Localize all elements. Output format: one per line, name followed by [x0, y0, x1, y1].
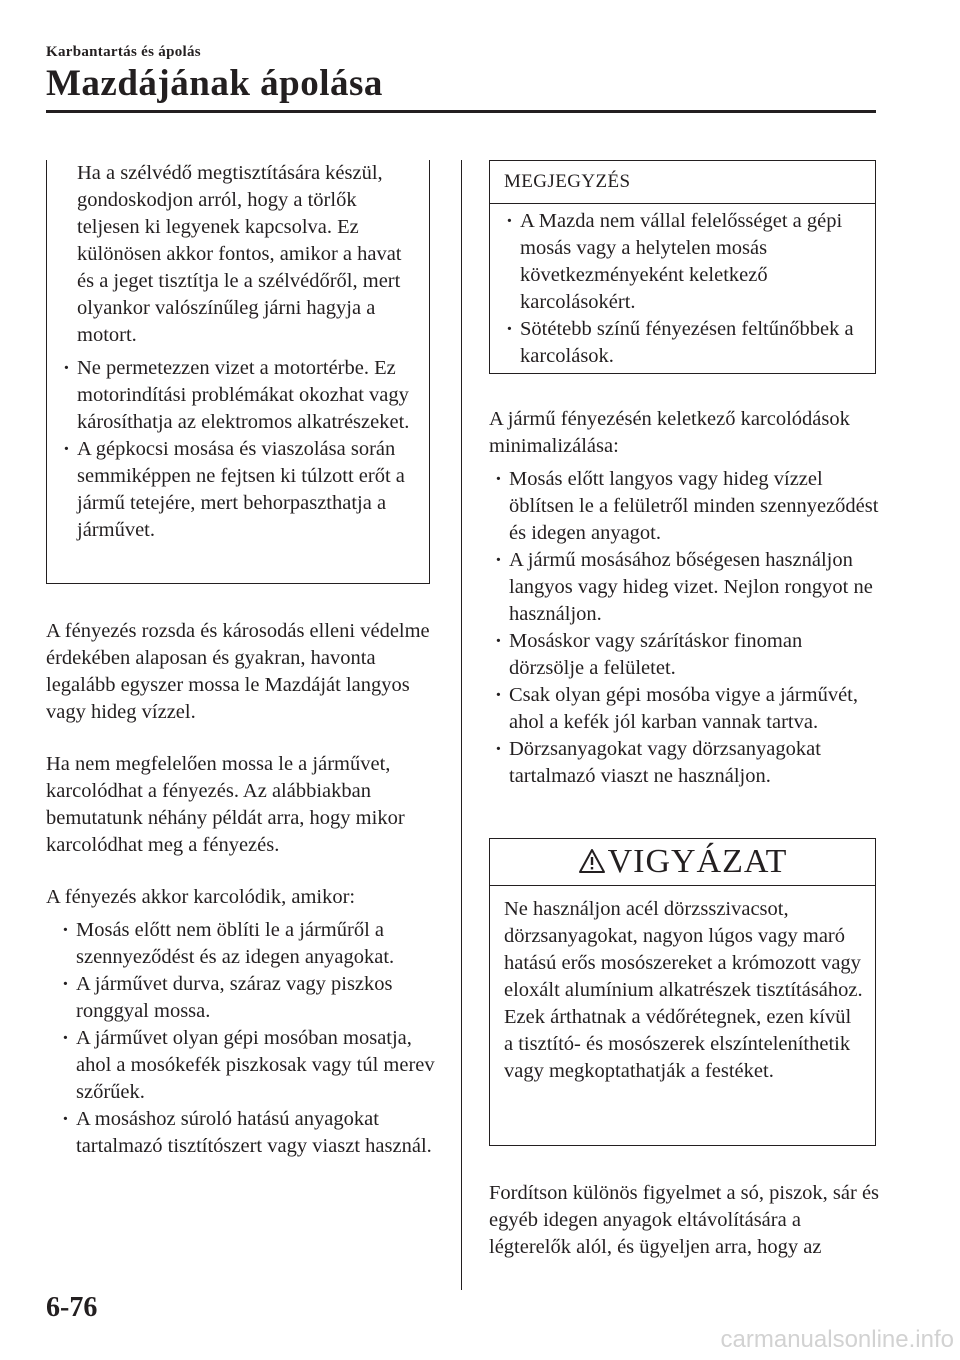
- paragraph: Ha nem megfelelően mossa le a járművet, karcolódhat a fényezés. Az alábbiakban bemutatunk néhány példát arra, hogy mikor karcolódhat meg a fényezés.: [46, 753, 405, 856]
- paragraph: A fényezés akkor karcolódik, amikor:: [46, 886, 356, 908]
- list-item: · Mosáskor vagy szárításkor finoman dörzsölje a felületet.: [489, 628, 881, 682]
- continued-paragraph: Ha a szélvédő megtisztítására készül, gondoskodjon arról, hogy a törlők teljesen ki legyenek kapcsolva. Ez különösen akkor fontos, amikor a havat és a jeget tisztítja le a szélvédőről, mert olyankor valószínűleg járni hagyja a motort.: [77, 162, 402, 346]
- page-title: Mazdájának ápolása: [46, 63, 383, 104]
- list-item: · Mosás előtt nem öblíti le a járműről a szennyeződést és az idegen anyagokat.: [46, 917, 446, 971]
- note-box: [489, 160, 876, 374]
- list-item: · Ne permetezzen vizet a motortérbe. Ez motorindítási problémákat okozhat vagy károsíthatja az elektromos alkatrészeket.: [47, 355, 423, 436]
- list-item: · A gépkocsi mosása és viaszolása során semmiképpen ne fejtsen ki túlzott erőt a jármű tetejére, mert behorpaszthatja a járművet.: [47, 436, 423, 544]
- warning-heading-row: [490, 839, 875, 886]
- list-item: · A Mazda nem vállal felelősséget a gépi mosás vagy a helytelen mosás következményeként keletkező karcolásokért.: [490, 208, 867, 316]
- scratch-causes-list: [46, 917, 446, 1160]
- caution-bullet-list: [47, 355, 429, 544]
- left-body-text: [46, 618, 446, 1160]
- warning-heading: VIGYÁZAT: [607, 843, 788, 880]
- section-label: Karbantartás és ápolás: [46, 44, 201, 60]
- note-bullet-list: [490, 208, 875, 370]
- warning-text: Ne használjon acél dörzsszivacsot, dörzsanyagokat, nagyon lúgos vagy maró hatású erős mosószereket a krómozott vagy eloxált alumínium alkatrészek tisztításához. Ezek árthatnak a védőrétegnek, ezen kívül a tisztító- és mosószerek elszínteleníthetik vagy megkoptathatják a festéket.: [504, 898, 863, 1082]
- page-number: 6-76: [46, 1292, 98, 1323]
- list-item: · Csak olyan gépi mosóba vigye a járművét, ahol a kefék jól karban vannak tartva.: [489, 682, 881, 736]
- caution-continued-box: [46, 160, 430, 584]
- bottom-paragraph: Fordítson különös figyelmet a só, piszok, sár és egyéb idegen anyagok eltávolítására a légterelők alól, és ügyeljen arra, hogy az: [489, 1182, 880, 1258]
- warning-box: [489, 838, 876, 1146]
- column-divider: [461, 160, 462, 1290]
- watermark: carmanualsonline.info: [720, 1326, 954, 1353]
- note-heading: MEGJEGYZÉS: [490, 161, 875, 204]
- minimize-scratches-list: [489, 466, 881, 790]
- list-item: · Sötétebb színű fényezésen feltűnőbbek a karcolások.: [490, 316, 867, 370]
- list-item: · A járművet durva, száraz vagy piszkos ronggyal mossa.: [46, 971, 446, 1025]
- right-body-text: [489, 406, 881, 790]
- title-rule: [46, 110, 876, 113]
- list-item: · A járművet olyan gépi mosóban mosatja, ahol a mosókefék piszkosak vagy túl merev szőrűek.: [46, 1025, 446, 1106]
- list-item: · A mosáshoz súroló hatású anyagokat tartalmazó tisztítószert vagy viaszt használ.: [46, 1106, 446, 1160]
- paragraph: A fényezés rozsda és károsodás elleni védelme érdekében alaposan és gyakran, havonta legalább egyszer mossa le Mazdáját langyos vagy hideg vízzel.: [46, 620, 430, 723]
- paragraph: A jármű fényezésén keletkező karcolódások minimalizálása:: [489, 408, 850, 457]
- list-item: · Mosás előtt langyos vagy hideg vízzel öblítsen le a felületről minden szennyeződést és idegen anyagot.: [489, 466, 881, 547]
- list-item: · A jármű mosásához bőségesen használjon langyos vagy hideg vizet. Nejlon rongyot ne használjon.: [489, 547, 881, 628]
- list-item: · Dörzsanyagokat vagy dörzsanyagokat tartalmazó viaszt ne használjon.: [489, 736, 881, 790]
- warning-triangle-icon: [578, 848, 606, 874]
